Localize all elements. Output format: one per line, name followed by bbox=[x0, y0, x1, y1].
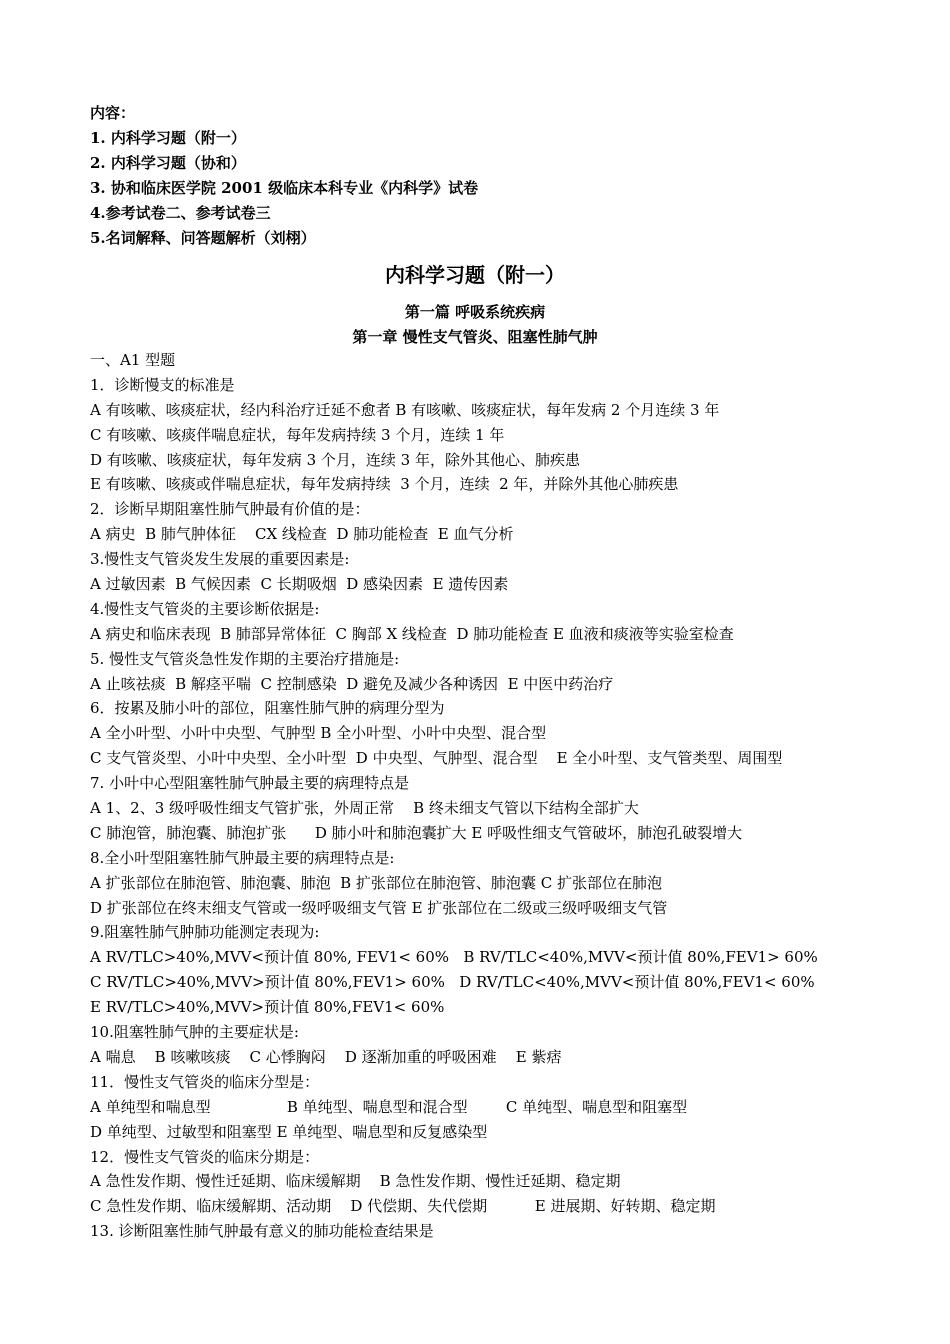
question-stem: 4.慢性支气管炎的主要诊断依据是: bbox=[90, 599, 320, 618]
question-stem: 11．慢性支气管炎的临床分型是： bbox=[90, 1072, 320, 1091]
question-stem: 7. 小叶中心型阻塞牲肺气肿最主要的病理特点是 bbox=[90, 774, 410, 793]
toc-item: 3. 协和临床医学院 2001 级临床本科专业《内科学》试卷 bbox=[90, 179, 479, 197]
answer-options: A 喘息 B 咳嗽咳痰 C 心悸胸闷 D 逐渐加重的呼吸困难 E 紫痞 bbox=[90, 1047, 562, 1066]
question-stem: 1．诊断慢支的标准是 bbox=[90, 375, 235, 394]
part-heading: 第一篇 呼吸系统疾病 bbox=[404, 303, 546, 321]
answer-options: E RV/TLC>40%,MVV>预计值 80%,FEV1< 60% bbox=[90, 998, 445, 1017]
toc-item: 4.参考试卷二、参考试卷三 bbox=[90, 204, 271, 222]
question-list bbox=[90, 348, 930, 1244]
answer-options: C 肺泡管，肺泡囊、肺泡扩张 D 肺小叶和肺泡囊扩大 E 呼吸性细支气管破坏，肺泡孔破裂增大 bbox=[90, 823, 743, 842]
answer-options: D 扩张部位在终末细支气管或一级呼吸细支气管 E 扩张部位在二级或三级呼吸细支气管 bbox=[90, 898, 668, 917]
answer-options: A RV/TLC>40%,MVV<预计值 80%, FEV1< 60% B RV/TLC<40%,MVV<预计值 80%,FEV1> 60% bbox=[90, 948, 818, 967]
answer-options: A 病史 B 肺气肿体征 CX 线检查 D 肺功能检查 E 血气分析 bbox=[90, 525, 514, 544]
answer-options: C RV/TLC>40%,MVV>预计值 80%,FEV1> 60% D RV/TLC<40%,MVV<预计值 80%,FEV1< 60% bbox=[90, 973, 815, 992]
answer-options: A 急性发作期、慢性迁延期、临床缓解期 B 急性发作期、慢性迁延期、稳定期 bbox=[90, 1172, 621, 1191]
answer-options: A 扩张部位在肺泡管、肺泡囊、肺泡 B 扩张部位在肺泡管、肺泡囊 C 扩张部位在肺泡 bbox=[90, 873, 662, 892]
answer-options: D 单纯型、过敏型和阻塞型 E 单纯型、喘息型和反复感染型 bbox=[90, 1122, 488, 1141]
question-stem: 3.慢性支气管炎发生发展的重要因素是: bbox=[90, 550, 350, 569]
question-stem: 12．慢性支气管炎的临床分期是： bbox=[90, 1147, 320, 1166]
question-stem: 13. 诊断阻塞性肺气肿最有意义的肺功能检查结果是 bbox=[90, 1222, 434, 1241]
section-heading: 一、A1 型题 bbox=[90, 351, 176, 369]
answer-options: A 过敏因素 B 气候因素 C 长期吸烟 D 感染因素 E 遗传因素 bbox=[90, 575, 509, 594]
answer-options: C 急性发作期、临床缓解期、活动期 D 代偿期、失代偿期 E 进展期、好转期、稳定期 bbox=[90, 1197, 716, 1216]
answer-options: E 有咳嗽、咳痰或伴喘息症状，每年发病持续 3 个月，连续 2 年，并除外其他心肺疾患 bbox=[90, 475, 679, 494]
document-title: 内科学习题（附一） bbox=[385, 263, 565, 287]
toc-heading: 内容： bbox=[90, 104, 136, 122]
answer-options: A 单纯型和喘息型 B 单纯型、喘息型和混合型 C 单纯型、喘息型和阻塞型 bbox=[90, 1097, 688, 1116]
question-stem: 6．按累及肺小叶的部位，阻塞性肺气肿的病理分型为 bbox=[90, 699, 445, 718]
chapter-heading: 第一章 慢性支气管炎、阻塞性肺气肿 bbox=[352, 328, 598, 346]
answer-options: C 支气管炎型、小叶中央型、全小叶型 D 中央型、气肿型、混合型 E 全小叶型、支气管类型、周围型 bbox=[90, 749, 783, 768]
question-stem: 10.阻塞牲肺气肿的主要症状是: bbox=[90, 1023, 299, 1042]
answer-options: D 有咳嗽、咳痰症状，每年发病 3 个月，连续 3 年，除外其他心、肺疾患 bbox=[90, 450, 580, 469]
answer-options: A 有咳嗽、咳痰症状，经内科治疗迁延不愈者 B 有咳嗽、咳痰症状，每年发病 2 个月连续 3 年 bbox=[90, 400, 720, 419]
question-stem: 5. 慢性支气管炎急性发作期的主要治疗措施是: bbox=[90, 649, 400, 668]
answer-options: A 止咳祛痰 B 解痉平喘 C 控制感染 D 避免及减少各种诱因 E 中医中药治疗 bbox=[90, 674, 614, 693]
question-stem: 8.全小叶型阻塞牲肺气肿最主要的病理特点是: bbox=[90, 848, 395, 867]
toc-item: 2. 内科学习题（协和） bbox=[90, 154, 246, 172]
answer-options: A 1、2、3 级呼吸性细支气管扩张，外周正常 B 终未细支气管以下结构全部扩大 bbox=[90, 799, 639, 818]
answer-options: C 有咳嗽、咳痰伴喘息症状，每年发病持续 3 个月，连续 1 年 bbox=[90, 425, 505, 444]
question-stem: 2．诊断早期阻塞性肺气肿最有价值的是： bbox=[90, 500, 370, 519]
answer-options: A 全小叶型、小叶中央型、气肿型 B 全小叶型、小叶中央型、混合型 bbox=[90, 724, 547, 743]
question-stem: 9.阻塞牲肺气肿肺功能测定表现为: bbox=[90, 923, 320, 942]
toc-item: 5.名词解释、问答题解析（刘栩） bbox=[90, 229, 316, 247]
toc-item: 1. 内科学习题（附一） bbox=[90, 129, 246, 147]
answer-options: A 病史和临床表现 B 肺部异常体征 C 胸部 X 线检查 D 肺功能检查 E 血液和痰液等实验室检查 bbox=[90, 624, 734, 643]
table-of-contents bbox=[90, 101, 478, 251]
